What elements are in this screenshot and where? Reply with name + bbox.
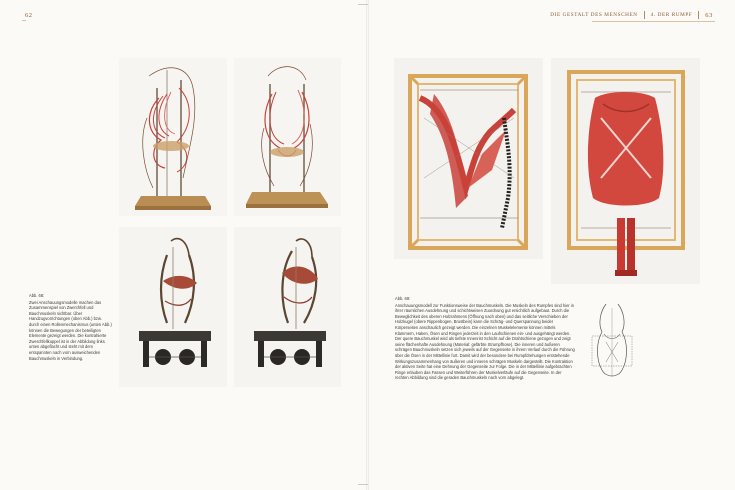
caption-text: Anschauungsmodell zur Funktionsweise der Bauchmuskeln. Die Muskeln des Rumpfes sind hier in ihrer räumlichen Ausdehnung und schichtweisen Zuordnung gut ersichtlich aufgebaut. Durch die Beweglichkeit des oberen Holzrahmens (Öffnung nach oben) und das seitliche Verschieben der Holzkugel (obere Rippenbogen, Brustbein) kann die Schräg- und Querspannung beider Körperseiten anschaulich gezeigt werden. Die einzelnen Muskelelemente können mittels Klammern, Haken, Ösen und Ringen jederzeit in den Laufschienen ein- und ausgehängt werden. Der quere Bauchmuskel wird als tiefste Innenrist Schicht auf die Drahtschiene gezogen und zeigt seine flächenhafte Ausdehnung (Material: gefärbte Strumpfhose). Die inneren und äußeren schrägen Bauchmuskeln setzen sich jeweils auf der Gegenseite in ihrem Verlauf durch die Führung über die Ösen in der Mittellinie fort. Damit wird der besondere bei Rumpfdrehungen entstehende Wirkungszusammenhang von äußeren und inneren schrägen Muskeln dargestellt. Die Kontraktion der aktiven Seite hat eine Dehnung der Gegenseite zur Folge. Die in der Mittellinie aufgebrachten Ringe erlauben das Fassen und Weiterführen der Muskelverläufe auf die Gegenseite. In der rechten Abbildung sind die geraden Bauchmuskeln nach vorn abgelegt. — [395, 302, 575, 381]
torso-line-drawing — [586, 302, 638, 384]
caption-abb-68 — [29, 293, 113, 361]
crop-mark — [358, 484, 368, 485]
running-header — [550, 11, 713, 19]
book-gutter — [366, 0, 369, 490]
photo-box-model-rectus — [551, 58, 700, 284]
caption-title: Abb. 69: — [395, 296, 411, 301]
photo-box-model-front — [394, 58, 543, 259]
photo-roller-model-contracted — [119, 227, 227, 387]
running-head-right: 4. DER RUMPF — [650, 12, 693, 18]
right-page-number: 63 — [705, 11, 713, 19]
left-page-number: 62 — [25, 12, 33, 19]
header-separator — [644, 11, 645, 19]
photo-wire-model-front — [119, 58, 227, 216]
header-rule-left — [22, 20, 26, 21]
photo-roller-model-relaxed — [234, 227, 341, 387]
header-separator — [698, 11, 699, 19]
photo-wire-model-side — [234, 58, 341, 216]
caption-abb-69 — [395, 296, 575, 381]
caption-title: Abb. 68: — [29, 293, 45, 298]
crop-mark — [358, 4, 368, 5]
caption-text: Zwei Anschauungsmodelle machen das Zusammenspiel von Zwerchfell und Bauchmuskeln sichtbar. Über Handzugvorrichtungen (oben Abb.) bzw. durch einen Rollenmechanismus (unten Abb.) können die Bewegungen der beteiligten Elemente gezeigt werden. Die kontrahierte Zwerchfellkuppel ist in der Abbildung links unten abgeflacht und steht mit dem entspannten nach vorn ausweichenden Bauchmuskeln in Verbindung. — [29, 299, 112, 361]
header-rule-right — [592, 21, 715, 22]
running-head-left: DIE GESTALT DES MENSCHEN — [550, 12, 638, 18]
